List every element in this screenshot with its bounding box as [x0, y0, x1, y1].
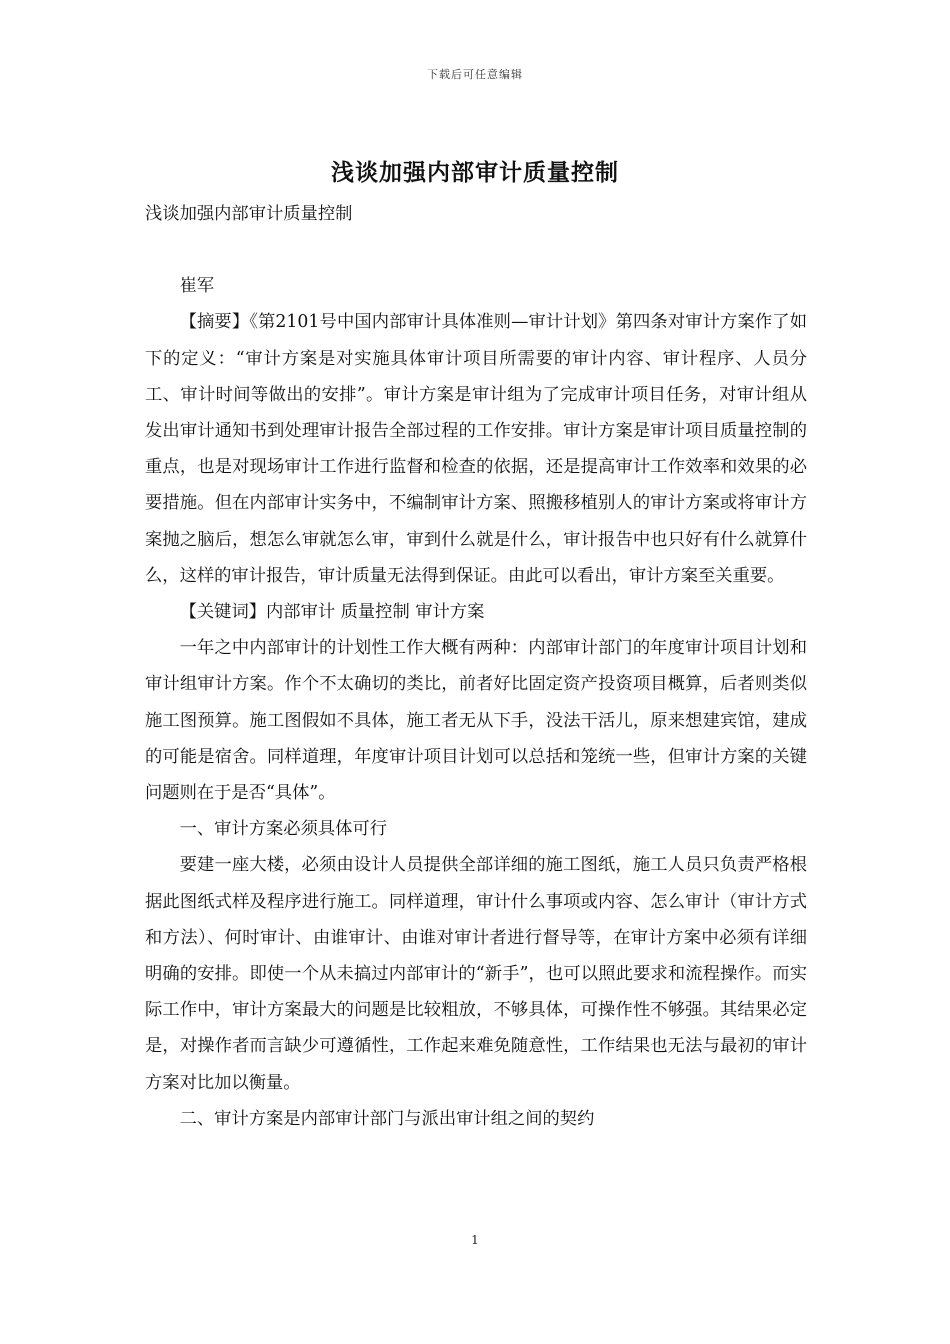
body-paragraph: 一年之中内部审计的计划性工作大概有两种：内部审计部门的年度审计项目计划和审计组审计方案。作个不太确切的类比，前者好比固定资产投资项目概算，后者则类似施工图预算。施工图假如不具体，施工者无从下手，没法干活儿，原来想建宾馆，建成的可能是宿舍。同样道理，年度审计项目计划可以总括和笼统一些，但审计方案的关键问题则在于是否“具体”。 — [145, 638, 807, 804]
keywords-paragraph: 【关键词】内部审计 质量控制 审计方案 — [179, 602, 485, 623]
document-body — [145, 196, 807, 1137]
page-header: 下载后可任意编辑 — [427, 68, 523, 81]
abstract-paragraph: 【摘要】《第2101号中国内部审计具体准则—审计计划》第四条对审计方案作了如下的定义：“审计方案是对实施具体审计项目所需要的审计内容、审计程序、人员分工、审计时间等做出的安排”。审计方案是审计组为了完成审计项目任务，对审计组从发出审计通知书到处理审计报告全部过程的工作安排。审计方案是审计项目质量控制的重点，也是对现场审计工作进行监督和检查的依据，还是提高审计工作效率和效果的必要措施。但在内部审计实务中，不编制审计方案、照搬移植别人的审计方案或将审计方案抛之脑后，想怎么审就怎么审，审到什么就是什么，审计报告中也只好有什么就算什么，这样的审计报告，审计质量无法得到保证。由此可以看出，审计方案至关重要。 — [145, 312, 807, 586]
section-heading-1: 一、审计方案必须具体可行 — [179, 819, 387, 840]
document-subtitle: 浅谈加强内部审计质量控制 — [145, 204, 353, 224]
page-number: 1 — [471, 1233, 479, 1247]
document-title: 浅谈加强内部审计质量控制 — [331, 159, 619, 186]
body-paragraph: 要建一座大楼，必须由设计人员提供全部详细的施工图纸，施工人员只负责严格根据此图纸式样及程序进行施工。同样道理，审计什么事项或内容、怎么审计（审计方式和方法）、何时审计、由谁审计、由谁对审计者进行督导等，在审计方案中必须有详细明确的安排。即使一个从未搞过内部审计的“新手”，也可以照此要求和流程操作。而实际工作中，审计方案最大的问题是比较粗放，不够具体，可操作性不够强。其结果必定是，对操作者而言缺少可遵循性，工作起来难免随意性，工作结果也无法与最初的审计方案对比加以衡量。 — [145, 855, 807, 1093]
author-name: 崔军 — [179, 276, 215, 297]
section-heading-2: 二、审计方案是内部审计部门与派出审计组之间的契约 — [179, 1108, 595, 1129]
